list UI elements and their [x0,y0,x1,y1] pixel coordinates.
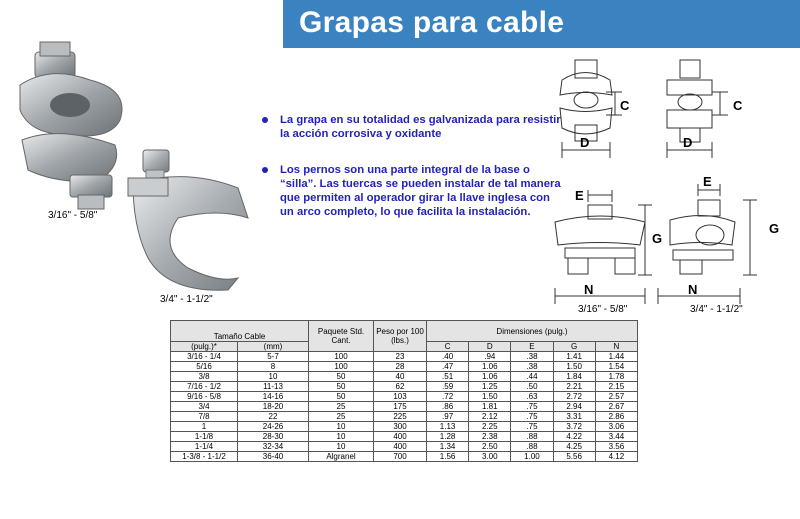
cell-mm: 18-20 [238,402,309,412]
feature-item-galvanized [262,113,562,141]
diagram-label-g: G [769,221,780,236]
diagram-label-c: C [620,98,630,113]
cell-n: 4.12 [595,452,637,462]
cell-d: 1.06 [469,372,511,382]
cell-weight: 62 [374,382,427,392]
clip-photo-large-caption: 3/4" - 1-1/2" [160,294,213,305]
cell-weight: 28 [374,362,427,372]
cell-d: 2.38 [469,432,511,442]
cell-g: 1.50 [553,362,595,372]
table-row [171,362,638,372]
cell-pkg: 25 [309,412,374,422]
cell-c: .86 [427,402,469,412]
cell-g: 4.25 [553,442,595,452]
cell-n: 1.44 [595,352,637,362]
cell-pkg: 50 [309,372,374,382]
cell-inch: 1-1/8 [171,432,238,442]
cell-c: .51 [427,372,469,382]
cell-c: .40 [427,352,469,362]
feature-text: La grapa en su totalidad es galvanizada para resistir la acción corrosiva y oxidante [280,114,561,140]
cell-c: 1.13 [427,422,469,432]
dimension-diagrams [540,50,800,320]
cell-g: 5.56 [553,452,595,462]
col-header-n: N [595,342,637,352]
cell-pkg: 100 [309,362,374,372]
cell-weight: 23 [374,352,427,362]
cell-inch: 1 [171,422,238,432]
diagram-label-d: D [580,135,590,150]
cell-pkg: 50 [309,382,374,392]
table-row [171,432,638,442]
cell-e: .75 [511,412,553,422]
cell-c: .72 [427,392,469,402]
cell-n: 2.57 [595,392,637,402]
table-row [171,422,638,432]
table-row [171,372,638,382]
col-header-mm: (mm) [238,342,309,352]
cell-mm: 36-40 [238,452,309,462]
table-row [171,392,638,402]
cell-e: .38 [511,352,553,362]
cell-inch: 9/16 - 5/8 [171,392,238,402]
col-header-weight: Peso por 100 (lbs.) [374,321,427,352]
cell-pkg: 25 [309,402,374,412]
col-header-d: D [469,342,511,352]
cell-e: 1.00 [511,452,553,462]
clip-photo-large [118,148,253,293]
cell-d: 2.25 [469,422,511,432]
cell-g: 2.72 [553,392,595,402]
cell-d: 1.50 [469,392,511,402]
cell-pkg: 10 [309,432,374,442]
cell-weight: 175 [374,402,427,412]
cell-c: 1.28 [427,432,469,442]
col-header-g: G [553,342,595,352]
cell-g: 1.84 [553,372,595,382]
cell-pkg: Algranel [309,452,374,462]
cell-d: 2.50 [469,442,511,452]
cell-mm: 28-30 [238,432,309,442]
cell-n: 1.54 [595,362,637,372]
cell-inch: 5/16 [171,362,238,372]
diagram-label-g: G [652,231,663,246]
cell-e: .50 [511,382,553,392]
cell-e: .44 [511,372,553,382]
diagram-label-e: E [703,174,712,189]
cell-mm: 8 [238,362,309,372]
cell-c: 1.34 [427,442,469,452]
cell-pkg: 50 [309,392,374,402]
cell-g: 4.22 [553,432,595,442]
cell-c: .59 [427,382,469,392]
cell-inch: 3/8 [171,372,238,382]
table-row [171,442,638,452]
diagram-label-e: E [575,188,584,203]
table-row [171,402,638,412]
cell-n: 2.15 [595,382,637,392]
col-header-c: C [427,342,469,352]
clip-photo-small-caption: 3/16" - 5/8" [48,210,98,221]
cell-mm: 10 [238,372,309,382]
col-header-inch: (pulg.)* [171,342,238,352]
cell-mm: 22 [238,412,309,422]
diagram-caption-small: 3/16" - 5/8" [578,304,628,315]
cell-d: 1.81 [469,402,511,412]
cell-g: 2.21 [553,382,595,392]
cell-weight: 400 [374,442,427,452]
cell-d: 2.12 [469,412,511,422]
cell-n: 3.06 [595,422,637,432]
cell-weight: 400 [374,432,427,442]
col-header-e: E [511,342,553,352]
diagram-label-d: D [683,135,693,150]
diagram-caption-large: 3/4" - 1-1/2" [690,304,743,315]
cell-mm: 24-26 [238,422,309,432]
cell-inch: 1-1/4 [171,442,238,452]
cell-pkg: 10 [309,442,374,452]
table-row [171,382,638,392]
cell-inch: 3/4 [171,402,238,412]
spec-table-body [171,352,638,462]
cell-e: .88 [511,432,553,442]
cell-d: 1.06 [469,362,511,372]
cell-e: .63 [511,392,553,402]
cell-c: .97 [427,412,469,422]
cell-g: 3.31 [553,412,595,422]
col-header-dims: Dimensiones (pulg.) [427,321,638,342]
cell-weight: 300 [374,422,427,432]
cell-weight: 225 [374,412,427,422]
cell-mm: 32-34 [238,442,309,452]
cell-mm: 14-16 [238,392,309,402]
clip-photo-small [10,40,135,215]
table-row [171,452,638,462]
cell-n: 2.86 [595,412,637,422]
cell-c: 1.56 [427,452,469,462]
table-row [171,412,638,422]
cell-n: 3.44 [595,432,637,442]
feature-list [262,113,562,241]
cell-mm: 5-7 [238,352,309,362]
cell-e: .75 [511,422,553,432]
cell-e: .38 [511,362,553,372]
title-banner [283,0,800,48]
diagram-label-c: C [733,98,743,113]
cell-weight: 40 [374,372,427,382]
col-header-size: Tamaño Cable [171,321,309,342]
table-row [171,352,638,362]
cell-d: 3.00 [469,452,511,462]
cell-pkg: 100 [309,352,374,362]
cell-weight: 700 [374,452,427,462]
cell-inch: 1-3/8 - 1-1/2 [171,452,238,462]
cell-d: 1.25 [469,382,511,392]
bullet-icon [262,117,268,123]
cell-inch: 7/16 - 1/2 [171,382,238,392]
cell-e: .75 [511,402,553,412]
cell-c: .47 [427,362,469,372]
cell-weight: 103 [374,392,427,402]
cell-e: .88 [511,442,553,452]
feature-text: Los pernos son una parte integral de la base o “silla”. Las tuercas se pueden instalar de tal manera que permiten al operador girar la llave inglesa con un arco completo, lo que facilita la instalación. [280,164,561,218]
cell-mm: 11-13 [238,382,309,392]
cell-pkg: 10 [309,422,374,432]
cell-n: 3.56 [595,442,637,452]
page-title: Grapas para cable [299,6,565,39]
cell-n: 1.78 [595,372,637,382]
spec-table [170,320,638,462]
cell-n: 2.67 [595,402,637,412]
diagram-label-n: N [584,282,594,297]
feature-item-bolts [262,163,562,219]
col-header-pkg: Paquete Std. Cant. [309,321,374,352]
cell-g: 2.94 [553,402,595,412]
cell-d: .94 [469,352,511,362]
cell-inch: 7/8 [171,412,238,422]
diagram-label-n: N [688,282,698,297]
bullet-icon [262,167,268,173]
cell-inch: 3/16 - 1/4 [171,352,238,362]
cell-g: 1.41 [553,352,595,362]
cell-g: 3.72 [553,422,595,432]
